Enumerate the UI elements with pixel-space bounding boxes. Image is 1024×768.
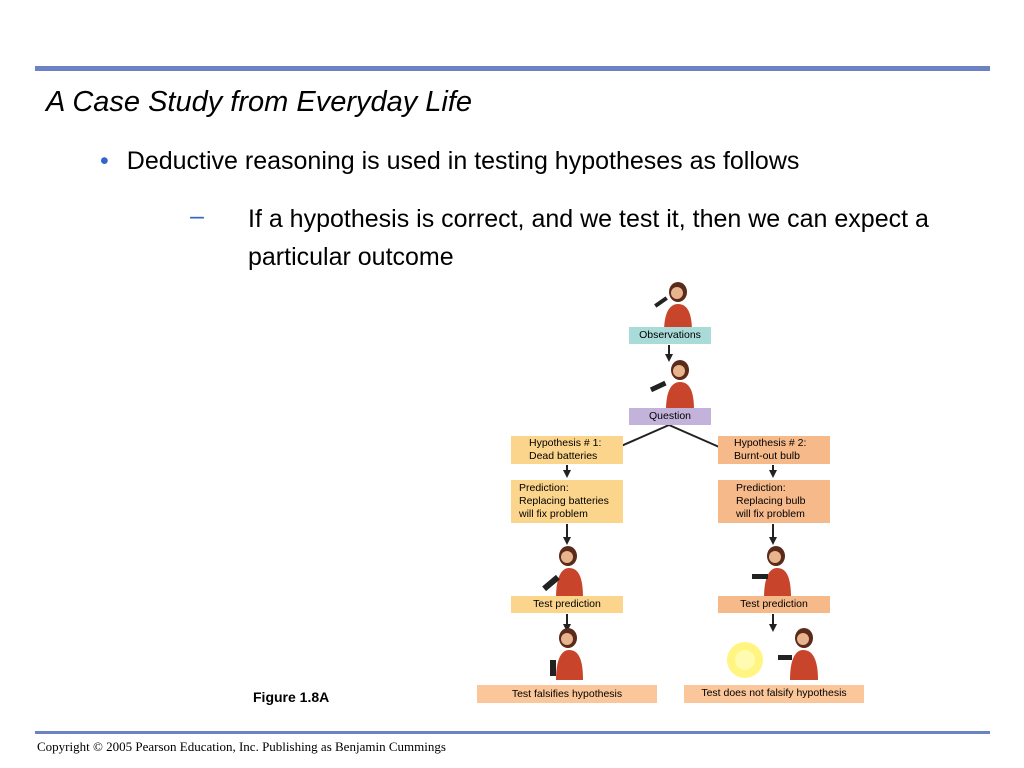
woman-flashlight-on-icon xyxy=(778,628,828,680)
hypothesis-1-title: Hypothesis # 1: xyxy=(529,437,602,449)
test-prediction-2-box xyxy=(718,596,830,613)
prediction-1-box xyxy=(511,480,623,523)
result-2-box xyxy=(684,685,864,703)
observations-label: Observations xyxy=(639,329,701,341)
result-1-label: Test falsifies hypothesis xyxy=(511,688,623,700)
question-box xyxy=(629,408,711,425)
dash-bullet-icon: – xyxy=(190,202,204,230)
prediction-1-title: Prediction: xyxy=(519,482,569,494)
hypothesis-1-box xyxy=(511,436,623,464)
observations-box xyxy=(629,327,711,344)
woman-flashlight-icon xyxy=(648,280,698,332)
bullet-text: Deductive reasoning is used in testing hypotheses as follows xyxy=(126,147,800,175)
result-2-label: Test does not falsify hypothesis xyxy=(701,687,847,699)
woman-puzzled-icon xyxy=(648,358,698,410)
prediction-2-line-2: will fix problem xyxy=(736,508,805,520)
hypothesis-2-text: Burnt-out bulb xyxy=(734,450,800,462)
woman-flashlight-off-icon xyxy=(540,628,590,680)
figure-caption: Figure 1.8A xyxy=(253,689,330,705)
prediction-2-box xyxy=(718,480,830,523)
slide-title: A Case Study from Everyday Life xyxy=(46,86,473,118)
question-label: Question xyxy=(648,410,692,422)
prediction-1-line-1: Replacing batteries xyxy=(519,495,609,507)
copyright-notice: Copyright © 2005 Pearson Education, Inc. Publishing as Benjamin Cummings xyxy=(37,739,446,754)
prediction-1-line-2: will fix problem xyxy=(519,508,588,520)
prediction-2-line-1: Replacing bulb xyxy=(736,495,806,507)
woman-replacing-batteries-icon xyxy=(540,546,590,598)
hypothesis-1-text: Dead batteries xyxy=(529,450,598,462)
test-prediction-1-box xyxy=(511,596,623,613)
woman-replacing-bulb-icon xyxy=(746,546,796,598)
hypothesis-2-box xyxy=(718,436,830,464)
bottom-divider xyxy=(35,731,990,734)
hypothesis-2-title: Hypothesis # 2: xyxy=(734,437,807,449)
test-prediction-2-label: Test prediction xyxy=(740,598,808,610)
bullet-dot-icon: • xyxy=(100,147,109,175)
sub-bullet-text: If a hypothesis is correct, and we test it, then we can expect a particular outcome xyxy=(248,205,929,271)
result-1-box xyxy=(477,685,657,703)
test-prediction-1-label: Test prediction xyxy=(533,598,601,610)
prediction-2-title: Prediction: xyxy=(736,482,786,494)
